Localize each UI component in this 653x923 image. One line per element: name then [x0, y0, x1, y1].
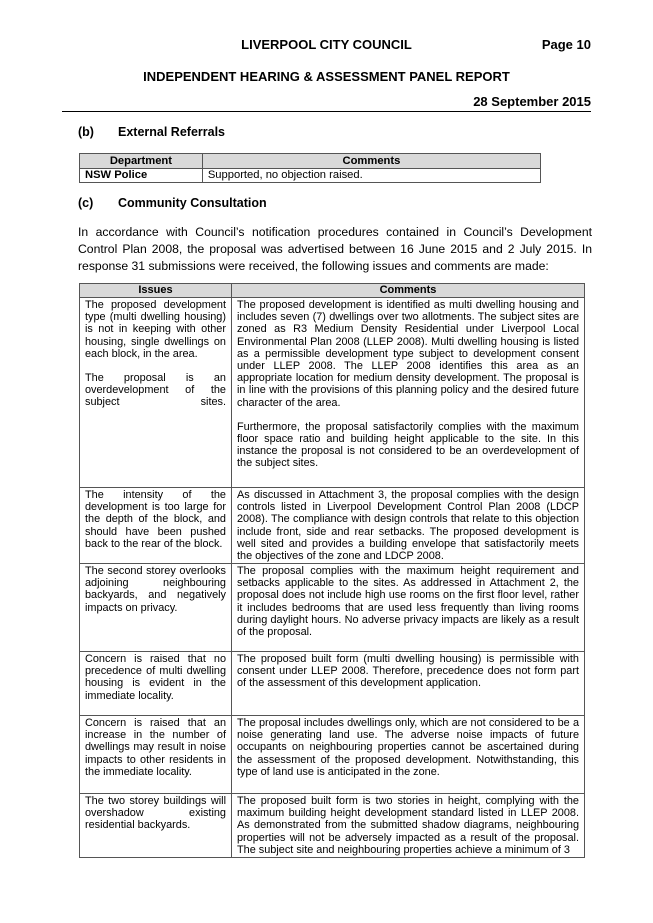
consultation-paragraph: In accordance with Council’s notification procedures contained in Council’s Development Control Plan 2008, the proposal was advertised between 16 June 2015 and 2 July 2015. In response 31 submissions were received, the following issues and comments are made: [78, 225, 592, 273]
comment-text: Furthermore, the proposal satisfactorily complies with the maximum floor space ratio and building height applicable to the site. In this instance the proposal is not considered to be an overdevelopment of the subject sites. [237, 420, 579, 470]
column-header-issues: Issues [80, 284, 232, 298]
header-divider [62, 111, 591, 112]
section-c-title: Community Consultation [118, 196, 267, 210]
table-row [80, 794, 585, 858]
comment-cell: The proposed built form (multi dwelling housing) is permissible with consent under LLEP 2008. Therefore, precedence does not form part of the assessment of this development application. [232, 652, 585, 716]
issue-cell: The intensity of the development is too large for the depth of the block, and should have been pushed back to the rear of the block. [80, 488, 232, 564]
comment-cell: The proposal complies with the maximum height requirement and setbacks applicable to the sites. As addressed in Attachment 2, the proposal does not include high use rooms on the first floor level, rather it includes bedrooms that are used less frequently than living rooms during daylight hours. No adverse privacy impacts are likely as a result of the proposal. [232, 564, 585, 652]
column-header-comments: Comments [232, 284, 585, 298]
table-row [80, 298, 585, 488]
comment-cell [232, 298, 585, 488]
issue-cell: The second storey overlooks adjoining neighbouring backyards, and negatively impacts on privacy. [80, 564, 232, 652]
comment-cell: Supported, no objection raised. [202, 169, 540, 183]
column-header-comments: Comments [202, 154, 540, 169]
comment-cell: As discussed in Attachment 3, the proposal complies with the design controls listed in Liverpool Development Control Plan 2008 (LDCP 2008). The compliance with design controls that relate to this objection include front, side and rear setbacks. The proposed development is well sited and provides a building envelope that satisfactorily meets the objectives of the zone and LDCP 2008. [232, 488, 585, 564]
table-header-row [80, 284, 585, 298]
issue-cell [80, 298, 232, 488]
comment-cell: The proposed built form is two stories in height, complying with the maximum building height development standard listed in LLEP 2008. As demonstrated from the submitted shadow diagrams, neighbouring properties will not be adversely impacted as a result of the proposal. The subject site and neighbouring properties achieve a minimum of 3 [232, 794, 585, 858]
table-row [80, 716, 585, 794]
issue-cell: The two storey buildings will overshadow existing residential backyards. [80, 794, 232, 858]
report-title: INDEPENDENT HEARING & ASSESSMENT PANEL REPORT [143, 69, 510, 84]
table-row [80, 652, 585, 716]
table-row [80, 564, 585, 652]
page-number: Page 10 [541, 37, 591, 52]
table-row [80, 169, 541, 183]
section-c-heading [78, 196, 267, 210]
section-c-letter: (c) [78, 196, 94, 210]
issues-table [79, 283, 585, 858]
issue-cell: Concern is raised that an increase in the number of dwellings may result in noise impacts to other residents in the immediate locality. [80, 716, 232, 794]
table-header-row [80, 154, 541, 169]
section-b-title: External Referrals [118, 125, 226, 139]
column-header-department: Department [80, 154, 203, 169]
comment-text: The proposed development is identified as multi dwelling housing and includes seven (7) dwellings over two allotments. The subject sites are zoned as R3 Medium Density Residential under Liverpool Local Environmental Plan 2008 (LLEP 2008). Multi dwelling housing is listed as a permissible development type subject to development consent under LLEP 2008. The LLEP 2008 identifies this area as an appropriate location for medium density development. The proposal is in line with the provisions of this planning policy and the desired future character of the area. [237, 299, 579, 409]
report-date: 28 September 2015 [473, 94, 591, 109]
external-referrals-table [79, 153, 541, 183]
department-cell: NSW Police [80, 169, 203, 183]
issue-text: The proposed development type (multi dwelling housing) is not in keeping with other housing, single dwellings on each block, in the area. [85, 299, 226, 360]
section-b-heading [78, 125, 225, 139]
table-row [80, 488, 585, 564]
section-b-letter: (b) [78, 125, 94, 139]
council-name: LIVERPOOL CITY COUNCIL [241, 37, 412, 52]
issue-cell: Concern is raised that no precedence of multi dwelling housing is evident in the immediate locality. [80, 652, 232, 716]
comment-cell: The proposal includes dwellings only, which are not considered to be a noise generating land use. The adverse noise impacts of future occupants on neighbouring properties cannot be ascertained during the assessment of the proposed development. Notwithstanding, this type of land use is anticipated in the zone. [232, 716, 585, 794]
issue-text: The proposal is an overdevelopment of the subject sites. [85, 372, 226, 409]
